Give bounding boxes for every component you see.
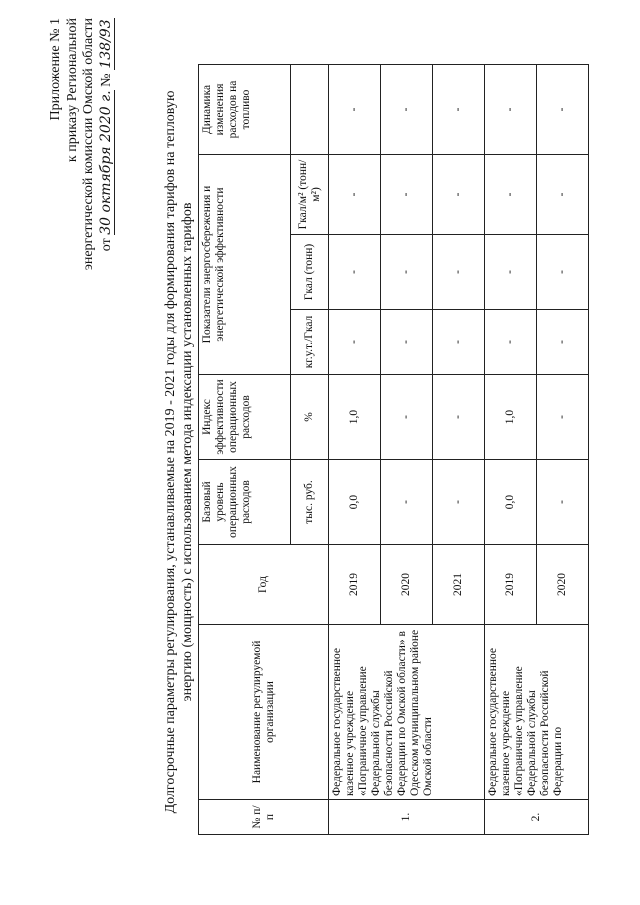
cell-index: -	[537, 375, 589, 460]
cell-year: 2019	[485, 545, 537, 625]
title-line-2: энергию (мощность) с использованием метода индексации установленных тарифов	[180, 202, 195, 702]
cell-base: 0,0	[329, 460, 381, 545]
row-org: Федеральное государственное казенное учреждение «Пограничное управление Федеральной службы безопасности Российской Федерации по	[485, 625, 589, 800]
cell-dynamics: -	[485, 65, 537, 155]
cell-dynamics: -	[329, 65, 381, 155]
header-base: Базовый уровень операционных расходов	[199, 460, 291, 545]
cell-e1: -	[381, 310, 433, 375]
cell-e2: -	[381, 235, 433, 310]
cell-e2: -	[329, 235, 381, 310]
appendix-line-2: к приказу Региональной	[64, 18, 80, 163]
row-num: 2.	[485, 800, 589, 835]
cell-base: -	[537, 460, 589, 545]
header-index: Индекс эффективности операционных расходов	[199, 375, 291, 460]
header-num: № п/п	[199, 800, 329, 835]
cell-e2: -	[537, 235, 589, 310]
unit-e1: кг.у.т./Гкал	[291, 310, 329, 375]
header-dynamics: Динамика изменения расходов на топливо	[199, 65, 291, 155]
appendix-date-line	[98, 18, 116, 348]
cell-e3: -	[433, 155, 485, 235]
cell-index: 1,0	[329, 375, 381, 460]
cell-e3: -	[537, 155, 589, 235]
table-row	[485, 65, 537, 835]
appendix-line-3: энергетической комиссии Омской области	[81, 18, 96, 271]
unit-index: %	[291, 375, 329, 460]
cell-dynamics: -	[433, 65, 485, 155]
appendix-block	[48, 18, 115, 348]
header-energy: Показатели энергосбережения и энергетической эффективности	[199, 155, 291, 375]
parameters-table	[198, 64, 589, 835]
cell-base: -	[381, 460, 433, 545]
unit-e3: Гкал/м² (тонн/м²)	[291, 155, 329, 235]
cell-e1: -	[485, 310, 537, 375]
cell-dynamics: -	[381, 65, 433, 155]
cell-index: -	[433, 375, 485, 460]
header-org: Наименование регулируемой организации	[199, 625, 329, 800]
title-line-1: Долгосрочные параметры регулирования, устанавливаемые на 2019 - 2021 годы для формирования тарифов на тепловую	[163, 90, 178, 814]
cell-index: 1,0	[485, 375, 537, 460]
cell-e3: -	[485, 155, 537, 235]
cell-e1: -	[433, 310, 485, 375]
from-prefix: от	[98, 238, 114, 252]
cell-e2: -	[485, 235, 537, 310]
cell-year: 2020	[381, 545, 433, 625]
cell-year: 2019	[329, 545, 381, 625]
cell-dynamics: -	[537, 65, 589, 155]
cell-e3: -	[329, 155, 381, 235]
appendix-line-1: Приложение № 1	[48, 18, 63, 121]
cell-e2: -	[433, 235, 485, 310]
row-org: Федеральное государственное казенное учреждение «Пограничное управление Федеральной службы безопасности Российской Федерации по Омской области» в Одесском муниципальном районе Омской области	[329, 625, 485, 800]
cell-year: 2020	[537, 545, 589, 625]
unit-e2: Гкал (тонн)	[291, 235, 329, 310]
handwritten-date: 30 октября 2020 г.	[97, 90, 114, 235]
document-title	[162, 27, 196, 877]
row-num: 1.	[329, 800, 485, 835]
cell-e1: -	[329, 310, 381, 375]
number-prefix: №	[98, 73, 114, 87]
cell-base: 0,0	[485, 460, 537, 545]
unit-base: тыс. руб.	[291, 460, 329, 545]
cell-e3: -	[381, 155, 433, 235]
cell-base: -	[433, 460, 485, 545]
table-row	[329, 65, 381, 835]
cell-index: -	[381, 375, 433, 460]
cell-year: 2021	[433, 545, 485, 625]
header-year: Год	[199, 545, 329, 625]
unit-dynamics-empty	[291, 65, 329, 155]
cell-e1: -	[537, 310, 589, 375]
handwritten-number: 138/93	[97, 19, 114, 69]
header-row	[199, 65, 291, 835]
